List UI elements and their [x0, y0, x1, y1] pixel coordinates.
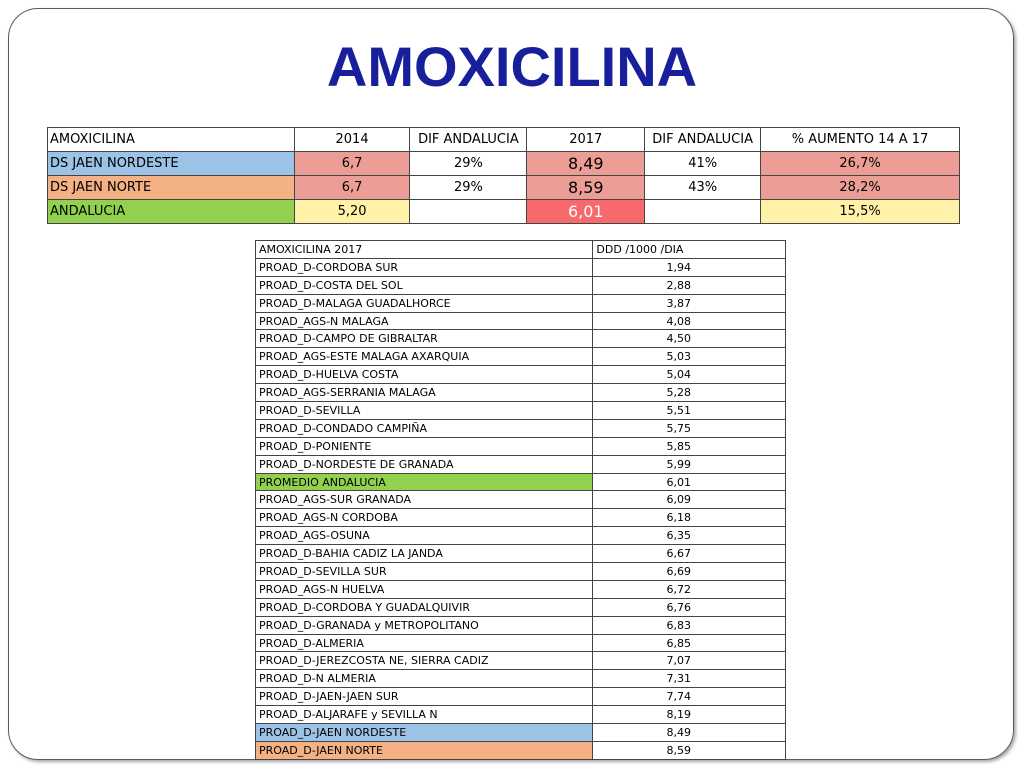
detail-row	[256, 366, 786, 384]
detail-row-value: 6,18	[593, 509, 786, 527]
detail-row-name: PROAD_AGS-OSUNA	[256, 527, 593, 545]
detail-row-name: PROAD_D-MALAGA GUADALHORCE	[256, 294, 593, 312]
summary-row-2017: 8,49	[527, 152, 645, 176]
detail-row	[256, 706, 786, 724]
summary-header-2014: 2014	[294, 128, 410, 152]
detail-row-jaen-norte	[256, 741, 786, 759]
detail-row	[256, 455, 786, 473]
detail-row-name: PROAD_D-ALJARAFE y SEVILLA N	[256, 706, 593, 724]
detail-header-value: DDD /1000 /DIA	[593, 241, 786, 259]
detail-row	[256, 670, 786, 688]
summary-header-2017: 2017	[527, 128, 645, 152]
summary-table	[47, 127, 960, 224]
summary-row-2014: 6,7	[294, 152, 410, 176]
summary-row-dif-2014: 29%	[410, 152, 527, 176]
detail-row-name: PROAD_D-CONDADO CAMPIÑA	[256, 419, 593, 437]
detail-row-value: 6,76	[593, 598, 786, 616]
detail-row	[256, 509, 786, 527]
detail-row	[256, 419, 786, 437]
detail-row	[256, 545, 786, 563]
summary-row-dif-2014	[410, 200, 527, 224]
detail-row-name: PROAD_D-JAEN NORTE	[256, 741, 593, 759]
detail-row-value: 5,85	[593, 437, 786, 455]
detail-row-value: 6,85	[593, 634, 786, 652]
summary-header-row	[48, 128, 960, 152]
detail-row-name: PROAD_D-GRANADA y METROPOLITANO	[256, 616, 593, 634]
detail-row-promedio	[256, 473, 786, 491]
detail-row-value: 4,50	[593, 330, 786, 348]
detail-row-name: PROMEDIO ANDALUCIA	[256, 473, 593, 491]
detail-row-name: PROAD_D-BAHIA CADIZ LA JANDA	[256, 545, 593, 563]
summary-row-2017: 6,01	[527, 200, 645, 224]
summary-header-increase: % AUMENTO 14 A 17	[761, 128, 960, 152]
detail-row-value: 6,72	[593, 580, 786, 598]
detail-row-name: PROAD_D-COSTA DEL SOL	[256, 276, 593, 294]
detail-row-name: PROAD_D-NORDESTE DE GRANADA	[256, 455, 593, 473]
summary-row-increase: 28,2%	[761, 176, 960, 200]
detail-row	[256, 437, 786, 455]
summary-row-jaen-nordeste	[48, 152, 960, 176]
summary-row-name: ANDALUCIA	[48, 200, 295, 224]
detail-row-name: PROAD_AGS-SERRANIA MALAGA	[256, 384, 593, 402]
detail-row-name: PROAD_AGS-N CORDOBA	[256, 509, 593, 527]
detail-row-value: 7,07	[593, 652, 786, 670]
detail-row-name: PROAD_D-PONIENTE	[256, 437, 593, 455]
detail-row	[256, 598, 786, 616]
summary-header-name: AMOXICILINA	[48, 128, 295, 152]
detail-row-name: PROAD_AGS-ESTE MALAGA AXARQUIA	[256, 348, 593, 366]
detail-row-value: 8,49	[593, 724, 786, 742]
detail-row	[256, 491, 786, 509]
detail-row-name: PROAD_D-ALMERIA	[256, 634, 593, 652]
detail-table	[255, 240, 786, 760]
detail-row-name: PROAD_AGS-N HUELVA	[256, 580, 593, 598]
detail-row-value: 4,08	[593, 312, 786, 330]
summary-row-2014: 6,7	[294, 176, 410, 200]
detail-row	[256, 688, 786, 706]
summary-row-increase: 26,7%	[761, 152, 960, 176]
summary-row-dif-2017	[645, 200, 761, 224]
detail-row-value: 8,19	[593, 706, 786, 724]
summary-row-2014: 5,20	[294, 200, 410, 224]
detail-row-value: 6,69	[593, 563, 786, 581]
detail-row	[256, 563, 786, 581]
detail-row-value: 3,87	[593, 294, 786, 312]
summary-row-dif-2017: 43%	[645, 176, 761, 200]
detail-row	[256, 384, 786, 402]
summary-row-dif-2017: 41%	[645, 152, 761, 176]
detail-row	[256, 402, 786, 420]
detail-row	[256, 258, 786, 276]
summary-row-andalucia	[48, 200, 960, 224]
detail-row	[256, 652, 786, 670]
summary-header-dif-2017: DIF ANDALUCIA	[645, 128, 761, 152]
detail-header-name: AMOXICILINA 2017	[256, 241, 593, 259]
detail-row-name: PROAD_D-CORDOBA Y GUADALQUIVIR	[256, 598, 593, 616]
detail-row	[256, 580, 786, 598]
detail-row	[256, 616, 786, 634]
detail-row-value: 6,67	[593, 545, 786, 563]
detail-row-value: 5,28	[593, 384, 786, 402]
detail-row-value: 5,75	[593, 419, 786, 437]
summary-row-dif-2014: 29%	[410, 176, 527, 200]
detail-row	[256, 312, 786, 330]
summary-header-dif-2014: DIF ANDALUCIA	[410, 128, 527, 152]
detail-row-name: PROAD_D-JEREZCOSTA NE, SIERRA CADIZ	[256, 652, 593, 670]
slide-title: AMOXICILINA	[326, 35, 698, 98]
detail-row	[256, 330, 786, 348]
summary-row-name: DS JAEN NORDESTE	[48, 152, 295, 176]
detail-row-value: 6,09	[593, 491, 786, 509]
detail-row	[256, 276, 786, 294]
detail-row-value: 6,35	[593, 527, 786, 545]
summary-row-name: DS JAEN NORTE	[48, 176, 295, 200]
summary-row-increase: 15,5%	[761, 200, 960, 224]
detail-row-value: 2,88	[593, 276, 786, 294]
detail-row-name: PROAD_D-SEVILLA SUR	[256, 563, 593, 581]
detail-row-name: PROAD_AGS-SUR GRANADA	[256, 491, 593, 509]
detail-row-jaen-nordeste	[256, 724, 786, 742]
detail-row-value: 5,99	[593, 455, 786, 473]
detail-row-value: 5,51	[593, 402, 786, 420]
detail-row	[256, 634, 786, 652]
detail-row	[256, 527, 786, 545]
detail-row-name: PROAD_D-SEVILLA	[256, 402, 593, 420]
detail-row-value: 5,03	[593, 348, 786, 366]
detail-row-value: 6,83	[593, 616, 786, 634]
detail-row-value: 1,94	[593, 258, 786, 276]
detail-row-value: 6,01	[593, 473, 786, 491]
detail-row-value: 7,31	[593, 670, 786, 688]
detail-row-name: PROAD_AGS-N MALAGA	[256, 312, 593, 330]
detail-row-value: 8,59	[593, 741, 786, 759]
detail-header-row	[256, 241, 786, 259]
detail-row	[256, 348, 786, 366]
detail-row-name: PROAD_D-CAMPO DE GIBRALTAR	[256, 330, 593, 348]
summary-row-2017: 8,59	[527, 176, 645, 200]
detail-row-name: PROAD_D-HUELVA COSTA	[256, 366, 593, 384]
summary-row-jaen-norte	[48, 176, 960, 200]
detail-row-name: PROAD_D-JAEN-JAEN SUR	[256, 688, 593, 706]
detail-row	[256, 294, 786, 312]
detail-row-name: PROAD_D-CORDOBA SUR	[256, 258, 593, 276]
detail-row-value: 5,04	[593, 366, 786, 384]
detail-row-name: PROAD_D-JAEN NORDESTE	[256, 724, 593, 742]
detail-row-name: PROAD_D-N ALMERIA	[256, 670, 593, 688]
detail-row-value: 7,74	[593, 688, 786, 706]
